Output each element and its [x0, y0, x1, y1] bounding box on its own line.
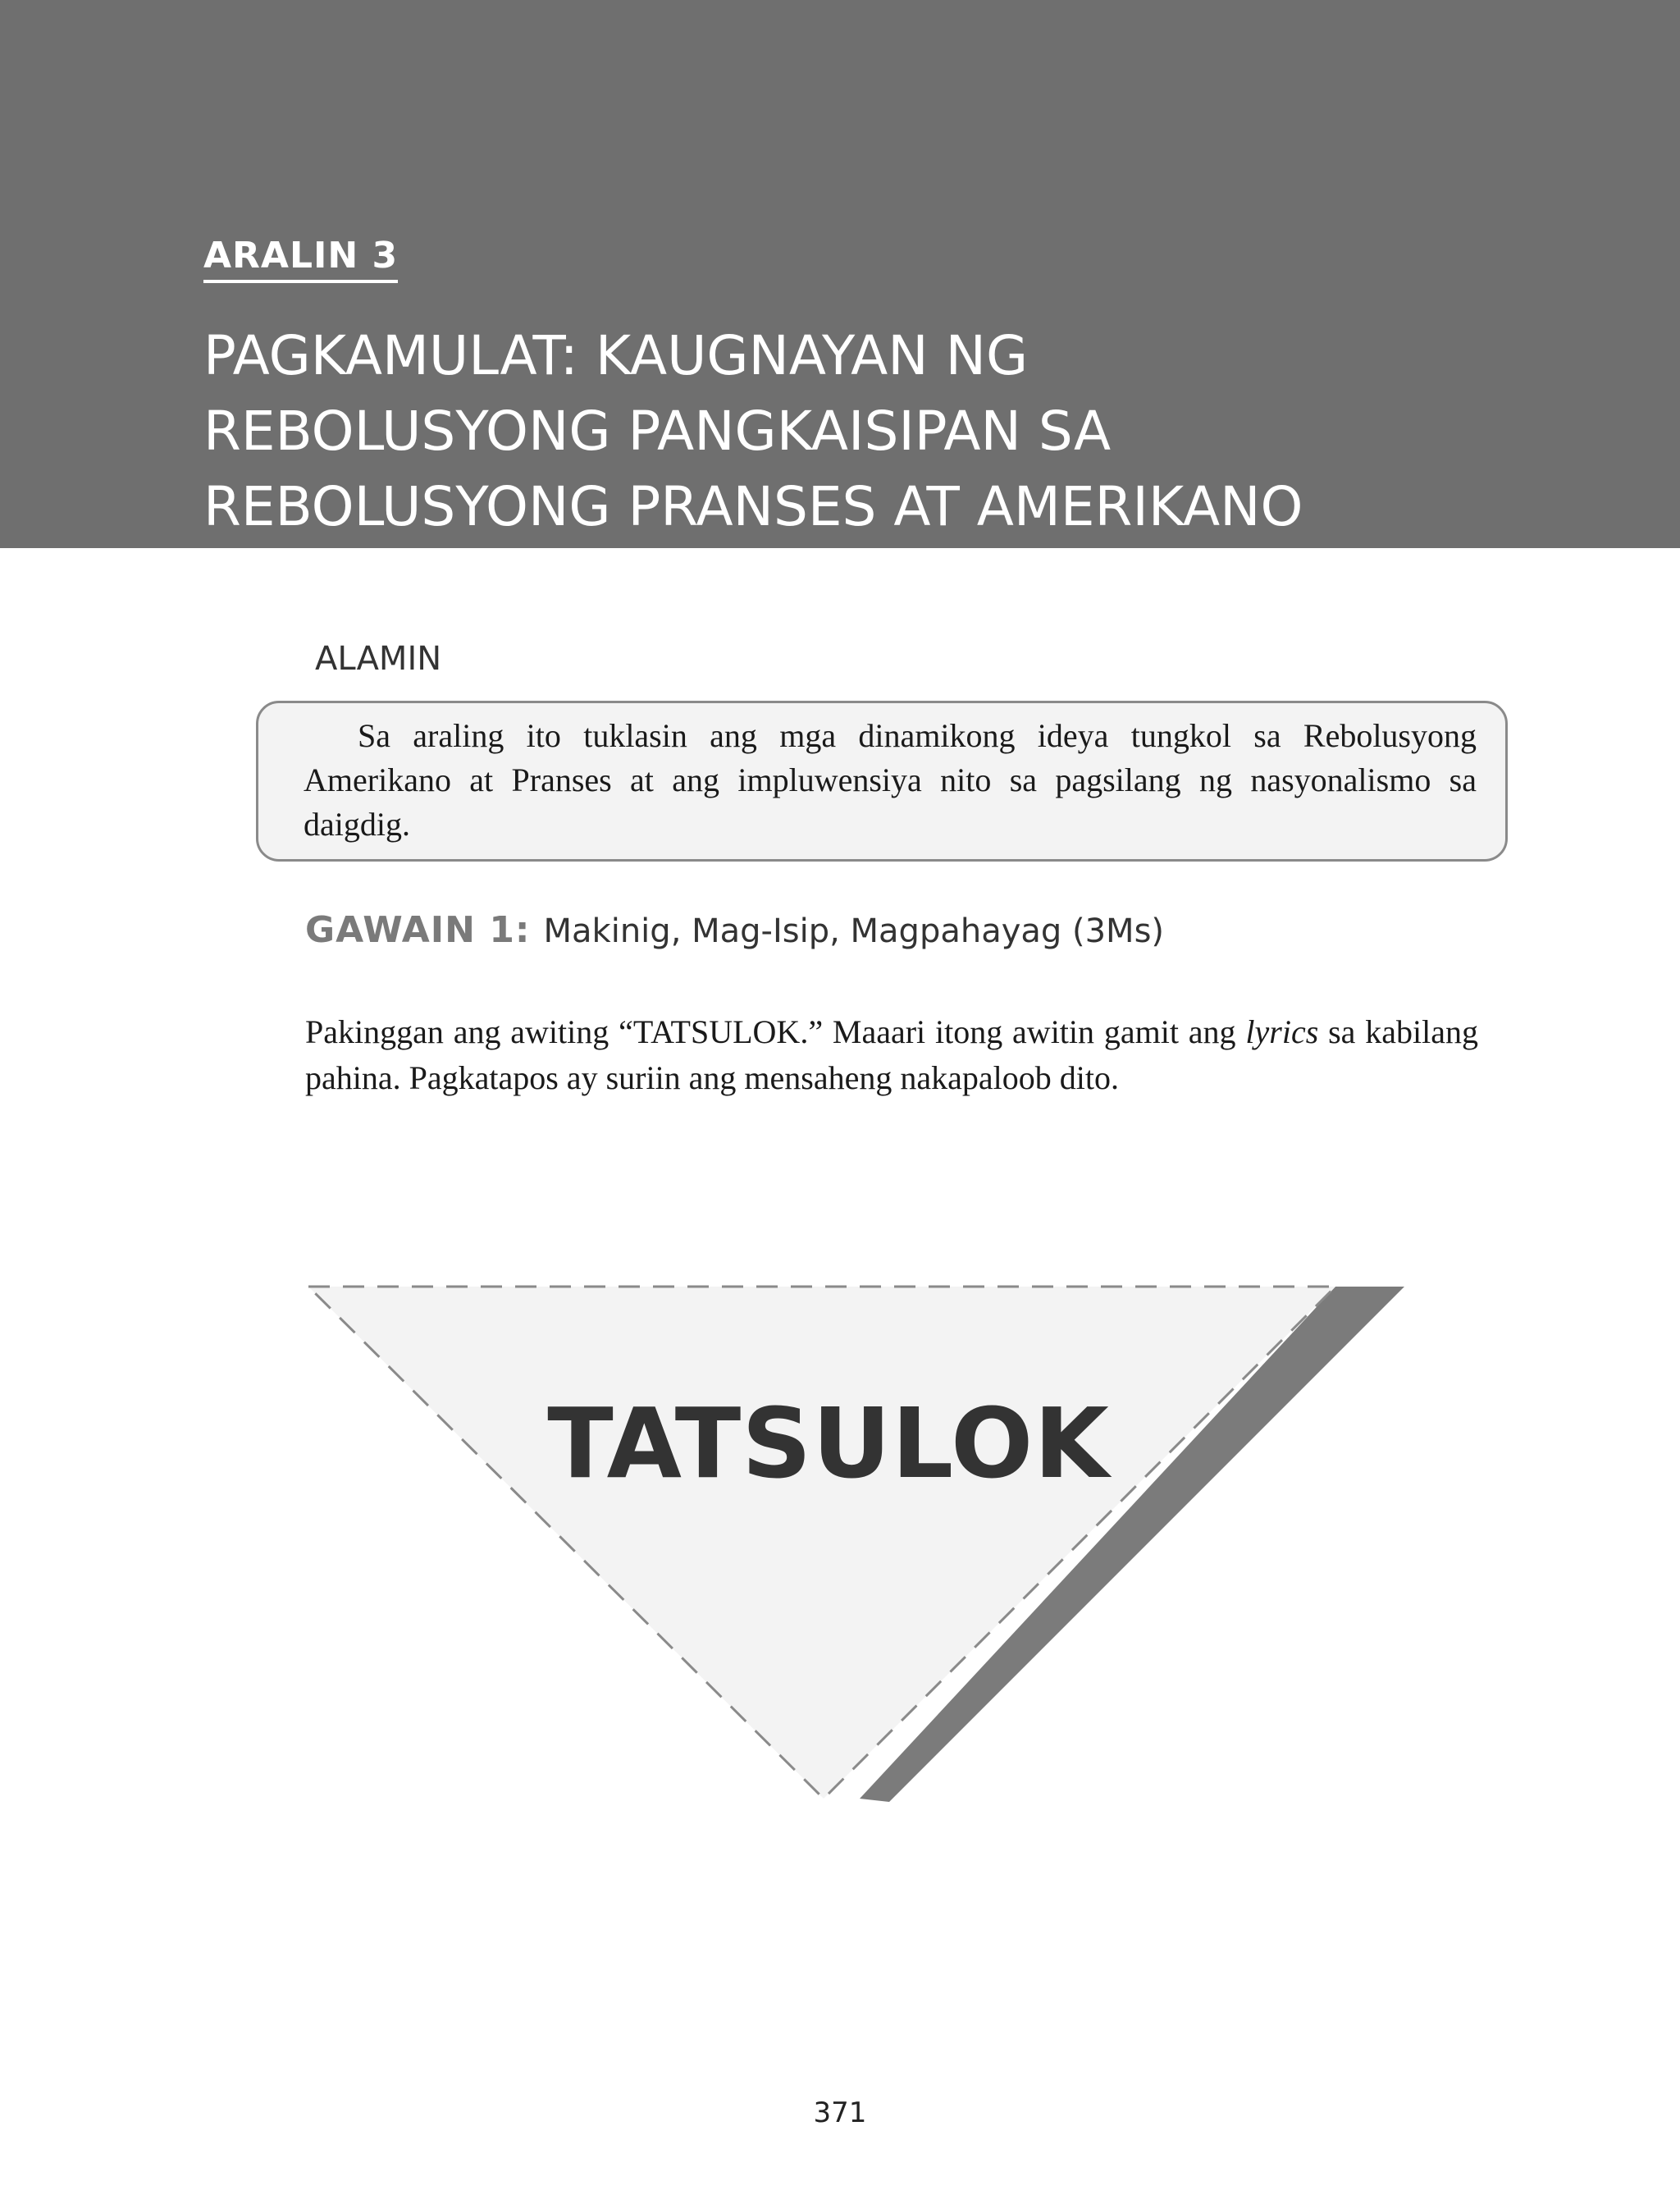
- activity-label: GAWAIN 1:: [305, 909, 531, 951]
- lesson-label: ARALIN 3: [203, 234, 398, 283]
- page-number: 371: [813, 2096, 867, 2129]
- instructions-part-2: sa kabilang pahina. Pagkatapos ay suriin ang mensaheng nakapaloob dito.: [305, 1013, 1478, 1096]
- lesson-title-line-1: PAGKAMULAT: KAUGNAYAN NG: [203, 324, 1029, 387]
- instructions-italic: lyrics: [1245, 1013, 1319, 1050]
- figure-title: TATSULOK: [547, 1387, 1110, 1500]
- triangle-shape: [308, 1287, 1335, 1799]
- activity-title: Makinig, Mag-Isip, Magpahayag (3Ms): [543, 912, 1165, 950]
- alamin-heading: ALAMIN: [315, 640, 442, 678]
- instructions-part-1: Pakinggan ang awiting “TATSULOK.” Maaari itong awitin gamit ang: [305, 1013, 1246, 1050]
- alamin-text: Sa araling ito tuklasin ang mga dinamikong ideya tungkol sa Rebolusyong Amerikano at Pranses at ang impluwensiya nito sa pagsilang ng nasyonalismo sa daigdig.: [304, 717, 1477, 843]
- lesson-title-line-3: REBOLUSYONG PRANSES AT AMERIKANO: [203, 475, 1303, 538]
- lesson-title-line-2: REBOLUSYONG PANGKAISIPAN SA: [203, 400, 1112, 463]
